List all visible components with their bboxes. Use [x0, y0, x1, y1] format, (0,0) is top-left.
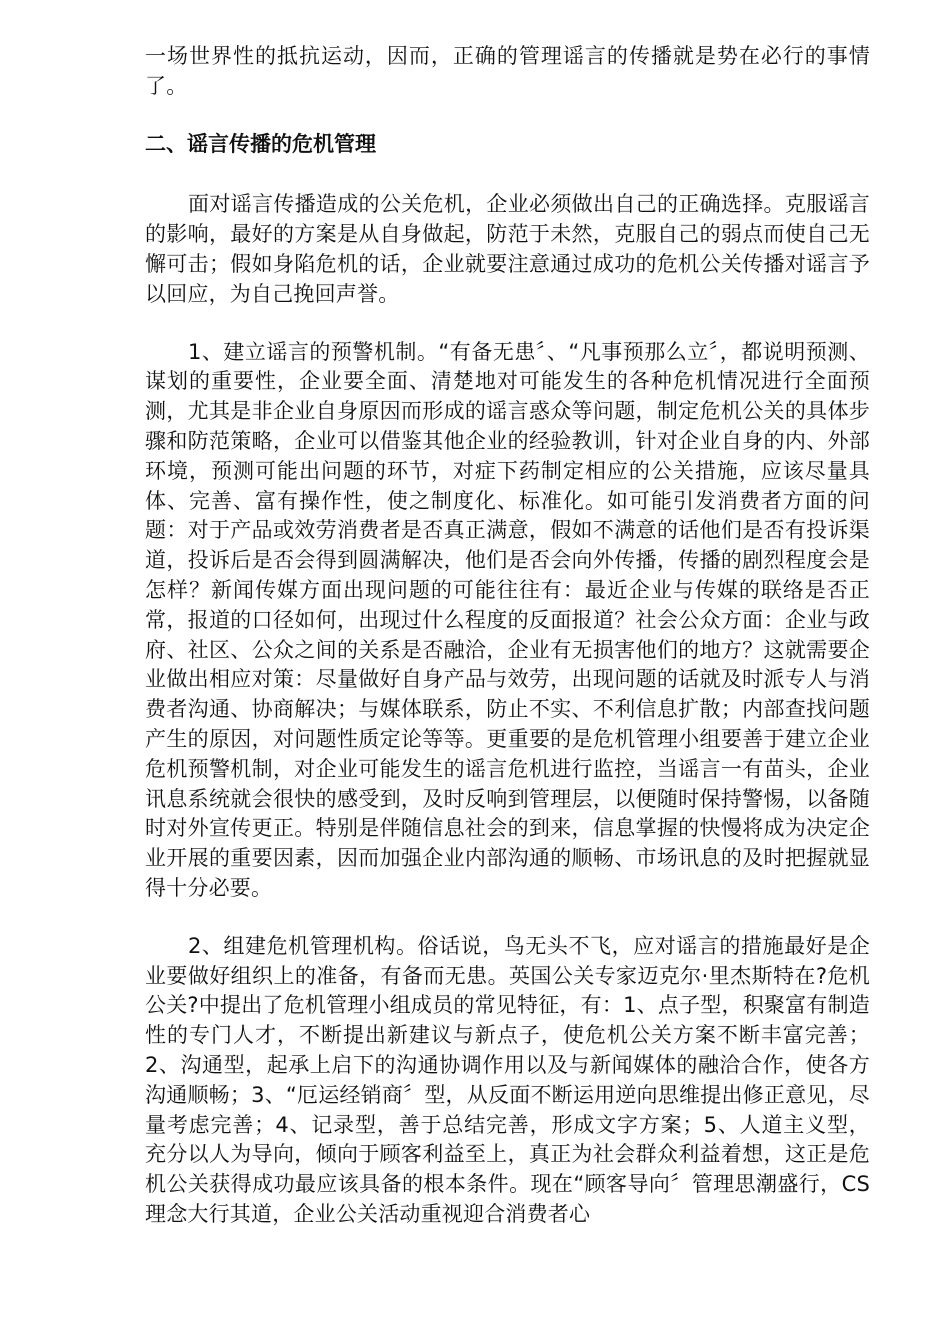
body-paragraph-3: 2、组建危机管理机构。俗话说，鸟无头不飞，应对谣言的措施最好是企业要做好组织上的准备，有备而无患。英国公关专家迈克尔·里杰斯特在?危机公关?中提出了危机管理小组成员的常见特征，有：1、点子型，积聚富有制造性的专门人才，不断提出新建议与新点子，使危机公关方案不断丰富完善；2、沟通型，起承上启下的沟通协调作用以及与新闻媒体的融洽合作，使各方沟通顺畅；3、“厄运经销商〞型，从反面不断运用逆向思维提出修正意见，尽量考虑完善；4、记录型，善于总结完善，形成文字方案；5、人道主义型，充分以人为导向，倾向于顾客利益至上，真正为社会群众利益着想，这正是危机公关获得成功最应该具备的根本条件。现在“顾客导向〞管理思潮盛行，CS 理念大行其道，企业公关活动重视迎合消费者心: [145, 933, 870, 1226]
section-heading: 二、谣言传播的危机管理: [145, 131, 376, 156]
intro-tail-paragraph: 一场世界性的抵抗运动，因而，正确的管理谣言的传播就是势在必行的事情了。: [145, 44, 870, 98]
document-page: [145, 42, 870, 1230]
body-paragraph-2: 1、建立谣言的预警机制。“有备无患〞、“凡事预那么立〞，都说明预测、谋划的重要性，企业要全面、清楚地对可能发生的各种危机情况进行全面预测，尤其是非企业自身原因而形成的谣言惑众等问题，制定危机公关的具体步骤和防范策略，企业可以借鉴其他企业的经验教训，针对企业自身的内、外部环境，预测可能出问题的环节，对症下药制定相应的公关措施，应该尽量具体、完善、富有操作性，使之制度化、标准化。如可能引发消费者方面的问题：对于产品或效劳消费者是否真正满意，假如不满意的话他们是否有投诉渠道，投诉后是否会得到圆满解决，他们是否会向外传播，传播的剧烈程度会是怎样？新闻传媒方面出现问题的可能往往有：最近企业与传媒的联络是否正常，报道的口径如何，出现过什么程度的反面报道？社会公众方面：企业与政府、社区、公众之间的关系是否融洽，企业有无损害他们的地方？这就需要企业做出相应对策：尽量做好自身产品与效劳，出现问题的话就及时派专人与消费者沟通、协商解决；与媒体联系，防止不实、不利信息扩散；内部查找问题产生的原因，对问题性质定论等等。更重要的是危机管理小组要善于建立企业危机预警机制，对企业可能发生的谣言危机进行监控，当谣言一有苗头，企业讯息系统就会很快的感受到，及时反响到管理层，以便随时保持警惕，以备随时对外宣传更正。特别是伴随信息社会的到来，信息掌握的快慢将成为决定企业开展的重要因素，因而加强企业内部沟通的顺畅、市场讯息的及时把握就显得十分必要。: [145, 339, 870, 900]
body-paragraph-1: 面对谣言传播造成的公关危机，企业必须做出自己的正确选择。克服谣言的影响，最好的方案是从自身做起，防范于未然，克服自己的弱点而使自己无懈可击；假如身陷危机的话，企业就要注意通过成功的危机公关传播对谣言予以回应，为自己挽回声誉。: [145, 192, 870, 306]
